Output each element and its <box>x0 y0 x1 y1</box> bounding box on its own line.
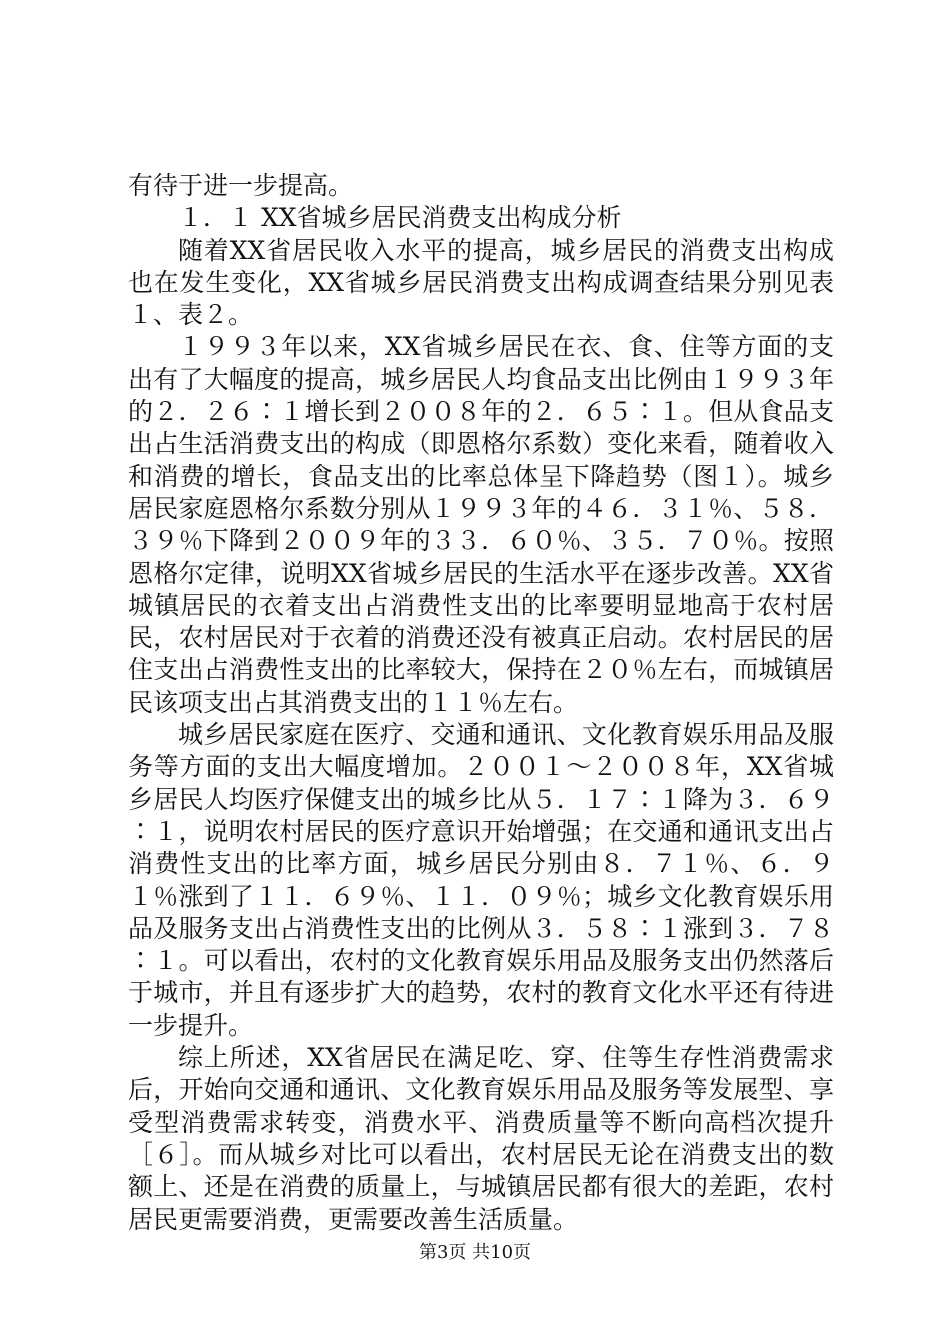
paragraph-continuation: 有待于进一步提高。 <box>128 171 354 200</box>
page-number-footer: 第3页 共10页 <box>418 1242 532 1263</box>
paragraph-summary: 综上所述，XX省居民在满足吃、穿、住等生存性消费需求后，开始向交通和通讯、文化教育娱乐用品及服务等发展型、享受型消费需求转变，消费水平、消费质量等不断向高档次提升［６］。而从城乡对比可以看出，农村居民无论在消费支出的数额上、还是在消费的质量上，与城镇居民都有很大的差距，农村居民更需要消费，更需要改善生活质量。 <box>128 1043 834 1234</box>
paragraph-intro: 随着XX省居民收入水平的提高，城乡居民的消费支出构成也在发生变化，XX省城乡居民消费支出构成调查结果分别见表１、表２。 <box>128 235 834 330</box>
paragraph-medical-transport: 城乡居民家庭在医疗、交通和通讯、文化教育娱乐用品及服务等方面的支出大幅度增加。２００１～２００８年，XX省城乡居民人均医疗保健支出的城乡比从５．１７∶１降为３．６９∶１，说明农村居民的医疗意识开始增强；在交通和通讯支出占消费性支出的比率方面，城乡居民分别由８．７１％、６．９１％涨到了１１．６９％、１１．０９％；城乡文化教育娱乐用品及服务支出占消费性支出的比例从３．５８∶１涨到３．７８∶１。可以看出，农村的文化教育娱乐用品及服务支出仍然落后于城市，并且有逐步扩大的趋势，农村的教育文化水平还有待进一步提升。 <box>128 720 834 1040</box>
body-text <box>128 170 834 1236</box>
section-heading: １．１ XX省城乡居民消费支出构成分析 <box>178 203 622 233</box>
paragraph-engel-analysis: １９９３年以来，XX省城乡居民在衣、食、住等方面的支出有了大幅度的提高，城乡居民人均食品支出比例由１９９３年的２．２６∶１增长到２００８年的２．６５∶１。但从食品支出占生活消费支出的构成（即恩格尔系数）变化来看，随着收入和消费的增长，食品支出的比率总体呈下降趋势（图１）。城乡居民家庭恩格尔系数分别从１９９３年的４６．３１％、５８．３９％下降到２００９年的３３．６０％、３５．７０％。按照恩格尔定律，说明XX省城乡居民的生活水平在逐步改善。XX省城镇居民的衣着支出占消费性支出的比率要明显地高于农村居民，农村居民对于衣着的消费还没有被真正启动。农村居民的居住支出占消费性支出的比率较大，保持在２０％左右，而城镇居民该项支出占其消费支出的１１％左右。 <box>128 332 834 717</box>
